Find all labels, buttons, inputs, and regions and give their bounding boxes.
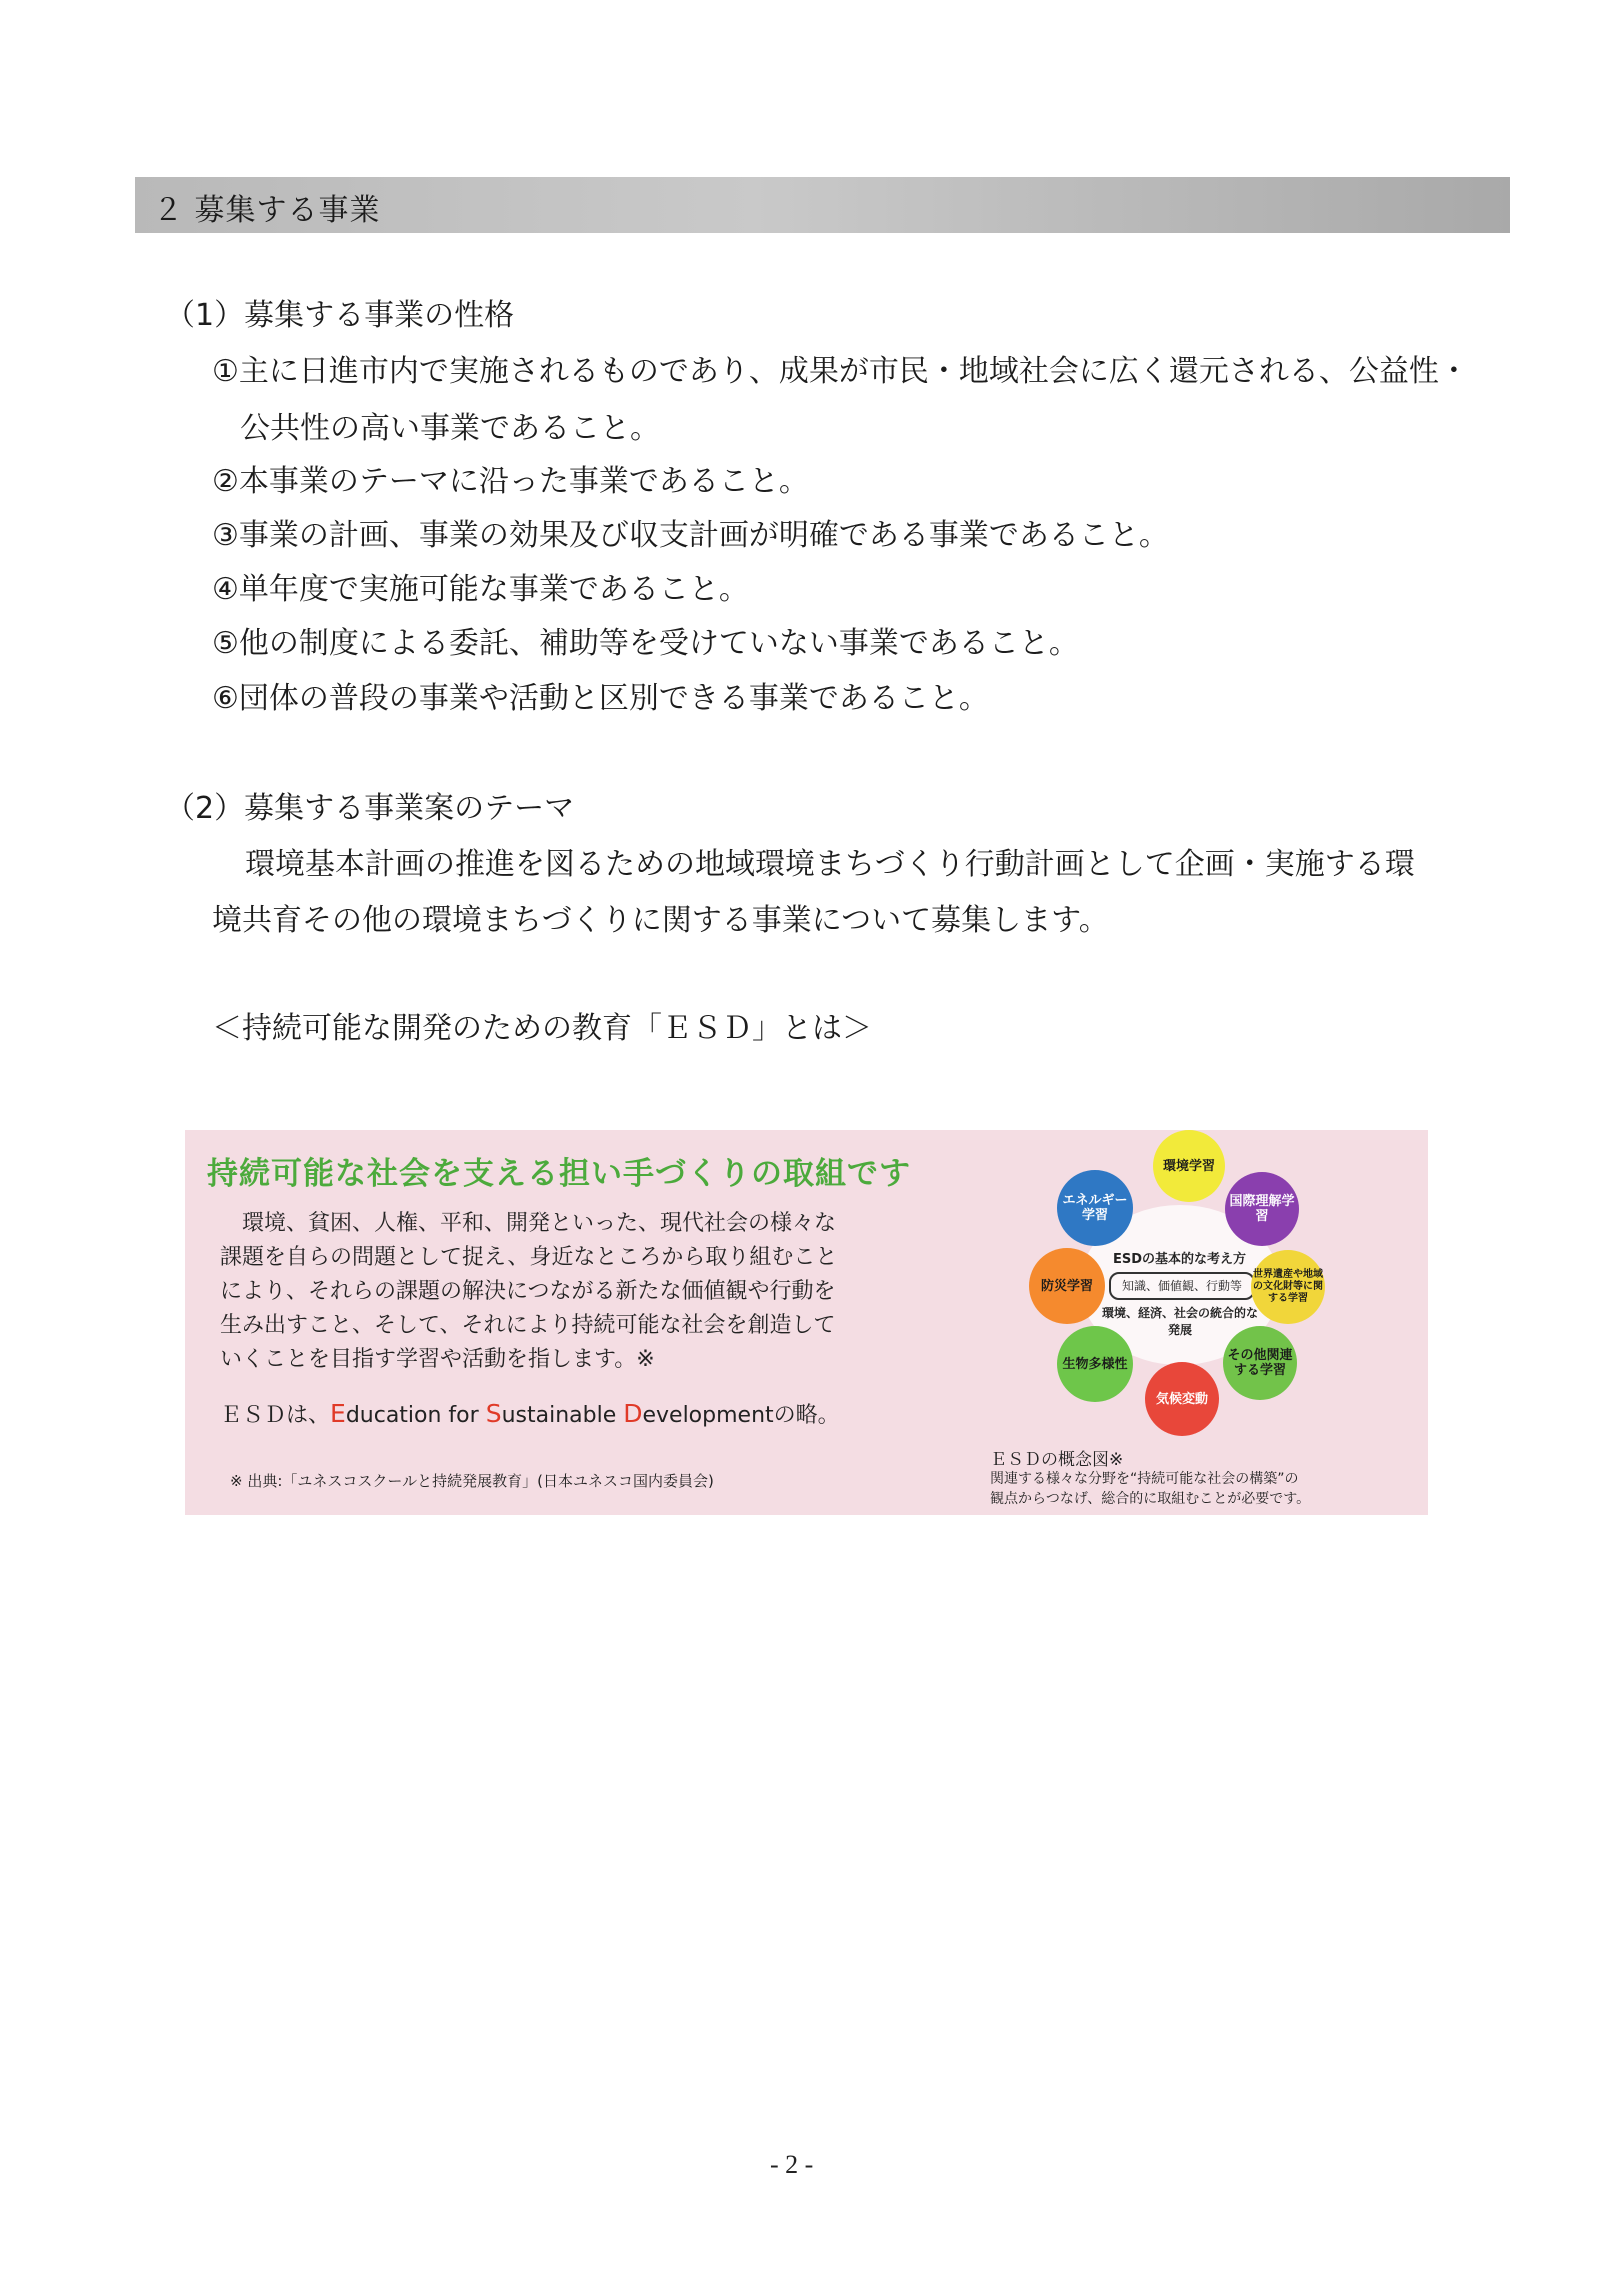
node-heritage: 世界遺産や地域の文化財等に関する学習 — [1251, 1250, 1325, 1324]
abbr-s-rest: ustainable — [501, 1403, 624, 1428]
theme-line-1: 環境基本計画の推進を図るための地域環境まちづくり行動計画として企画・実施する環 — [245, 847, 1415, 882]
esd-title: 持続可能な社会を支える担い手づくりの取組です — [207, 1156, 911, 1192]
esd-abbreviation — [220, 1398, 840, 1429]
node-climate: 気候変動 — [1145, 1362, 1219, 1436]
node-international: 国際理解学習 — [1225, 1172, 1299, 1246]
diagram-caption-line: 観点からつなげ、総合的に取組むことが必要です。 — [990, 1491, 1311, 1507]
page-number: - 2 - — [770, 2150, 814, 2179]
abbr-suffix: の略。 — [773, 1403, 840, 1428]
nature-item-4: ④単年度で実施可能な事業であること。 — [212, 572, 749, 607]
abbr-prefix: ＥＳＤは、 — [220, 1403, 331, 1428]
section-heading-bar — [135, 177, 1510, 233]
node-environment: 環境学習 — [1153, 1130, 1225, 1202]
nature-item-6: ⑥団体の普段の事業や活動と区別できる事業であること。 — [212, 681, 989, 716]
nature-item-2: ②本事業のテーマに沿った事業であること。 — [212, 464, 809, 499]
esd-description-line: 生み出すこと、そして、それにより持続可能な社会を創造して — [220, 1313, 836, 1338]
esd-description-line: により、それらの課題の解決につながる新たな価値観や行動を — [220, 1279, 836, 1304]
node-other: その他関連する学習 — [1223, 1326, 1297, 1400]
nature-item-3: ③事業の計画、事業の効果及び収支計画が明確である事業であること。 — [212, 518, 1169, 553]
abbr-d: D — [623, 1399, 643, 1428]
esd-description-line: 環境、貧困、人権、平和、開発といった、現代社会の様々な — [220, 1211, 837, 1236]
abbr-d-rest: evelopment — [642, 1403, 774, 1428]
node-biodiversity: 生物多様性 — [1057, 1326, 1133, 1402]
theme-line-2: 境共育その他の環境まちづくりに関する事業について募集します。 — [212, 903, 1109, 938]
diagram-caption — [990, 1469, 1310, 1509]
abbr-s: S — [485, 1399, 502, 1428]
diagram-caption-title: ＥＳＤの概念図※ — [990, 1450, 1124, 1470]
esd-source-note: ※ 出典:「ユネスコスクールと持続発展教育」(日本ユネスコ国内委員会) — [230, 1472, 714, 1490]
nature-heading: （1）募集する事業の性格 — [165, 298, 515, 333]
nature-item-1: ①主に日進市内で実施されるものであり、成果が市民・地域社会に広く還元される、公益性・ — [212, 354, 1469, 389]
diagram-center-title: ESDの基本的な考え方 — [1112, 1252, 1247, 1267]
esd-concept-diagram — [1015, 1130, 1345, 1450]
diagram-caption-line: 関連する様々な分野を“持続可能な社会の構築”の — [990, 1471, 1299, 1487]
abbr-e: E — [330, 1399, 346, 1428]
diagram-center-subtitle: 環境、経済、社会の統合的な発展 — [1101, 1306, 1258, 1337]
esd-description-line: 課題を自らの問題として捉え、身近なところから取り組むこと — [220, 1245, 838, 1270]
esd-description — [220, 1207, 1100, 1377]
node-disaster: 防災学習 — [1029, 1248, 1105, 1324]
diagram-center-box: 知識、価値観、行動等 — [1109, 1272, 1255, 1300]
esd-description-line: いくことを目指す学習や活動を指します。※ — [220, 1347, 655, 1372]
section-heading: ２ 募集する事業 — [153, 193, 381, 228]
theme-heading: （2）募集する事業案のテーマ — [165, 791, 575, 826]
abbr-e-rest: ducation for — [345, 1403, 486, 1428]
esd-heading: ＜持続可能な開発のための教育「ＥＳＤ」とは＞ — [212, 1011, 872, 1046]
node-energy: エネルギー学習 — [1057, 1170, 1133, 1246]
nature-item-5: ⑤他の制度による委託、補助等を受けていない事業であること。 — [212, 626, 1079, 661]
nature-item-1-cont: 公共性の高い事業であること。 — [240, 411, 660, 446]
